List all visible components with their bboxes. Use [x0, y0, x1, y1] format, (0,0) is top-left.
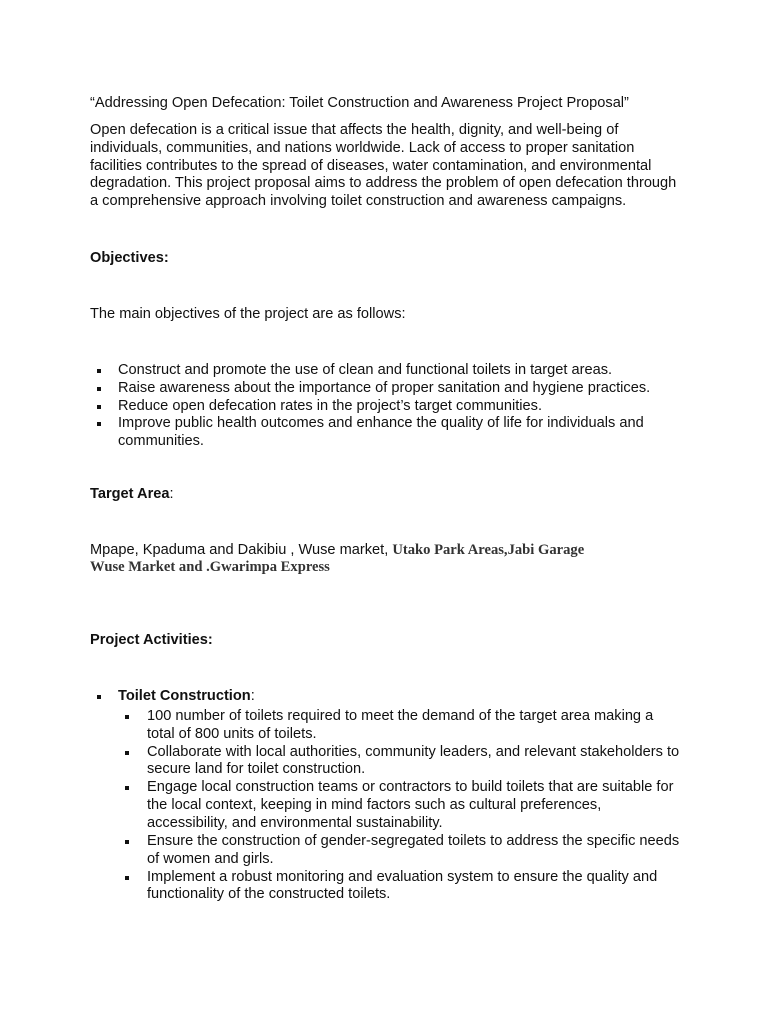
target-area-heading: [90, 486, 680, 503]
activities-list: [90, 688, 680, 706]
target-area-bold-line2: Wuse Market and .Gwarimpa Express: [90, 559, 330, 576]
objectives-lead: The main objectives of the project are as follows:: [90, 305, 406, 322]
list-item: Ensure the construction of gender-segregated toilets to address the specific needs of women and girls.: [118, 833, 680, 869]
objectives-list: [90, 362, 680, 451]
target-area-bold-line1: Utako Park Areas,Jabi Garage: [392, 541, 585, 558]
activity-toilet-construction: [90, 688, 680, 706]
list-item: 100 number of toilets required to meet the demand of the target area making a total of 800 units of toilets.: [118, 708, 680, 744]
target-area-plain: Mpape, Kpaduma and Dakibiu , Wuse market,: [90, 541, 393, 558]
project-activities-heading-text: Project Activities:: [90, 631, 213, 648]
list-item: Collaborate with local authorities, community leaders, and relevant stakeholders to secure land for toilet construction.: [118, 744, 680, 780]
target-area-heading-text: Target Area: [90, 485, 170, 502]
intro-paragraph: Open defecation is a critical issue that affects the health, dignity, and well-being of individuals, communities, and nations worldwide. Lack of access to proper sanitation facilities contributes to the spread of diseases, water contamination, and environmental degradation. This project proposal aims to address the problem of open defecation through a comprehensive approach involving toilet construction and awareness campaigns.: [90, 122, 677, 210]
objectives-heading: [90, 250, 680, 267]
document-page: [90, 95, 680, 904]
list-item: Raise awareness about the importance of proper sanitation and hygiene practices.: [90, 380, 680, 398]
list-item: Reduce open defecation rates in the project’s target communities.: [90, 398, 680, 416]
target-area-text: [90, 542, 680, 577]
objectives-heading-text: Objectives:: [90, 249, 169, 266]
document-title: “Addressing Open Defecation: Toilet Construction and Awareness Project Proposal”: [90, 95, 629, 111]
target-area-colon: :: [169, 485, 174, 502]
toilet-construction-list: [90, 708, 680, 905]
list-item: Engage local construction teams or contractors to build toilets that are suitable for the local context, keeping in mind factors such as cultural preferences, accessibility, and environmental sustainability.: [118, 779, 680, 832]
toilet-construction-label: Toilet Construction: [118, 687, 251, 704]
list-item: Construct and promote the use of clean and functional toilets in target areas.: [90, 362, 680, 380]
toilet-construction-colon: :: [250, 687, 255, 704]
project-activities-heading: [90, 632, 680, 649]
list-item: Improve public health outcomes and enhance the quality of life for individuals and communities.: [90, 415, 680, 451]
list-item: Implement a robust monitoring and evaluation system to ensure the quality and functionality of the constructed toilets.: [118, 869, 680, 905]
